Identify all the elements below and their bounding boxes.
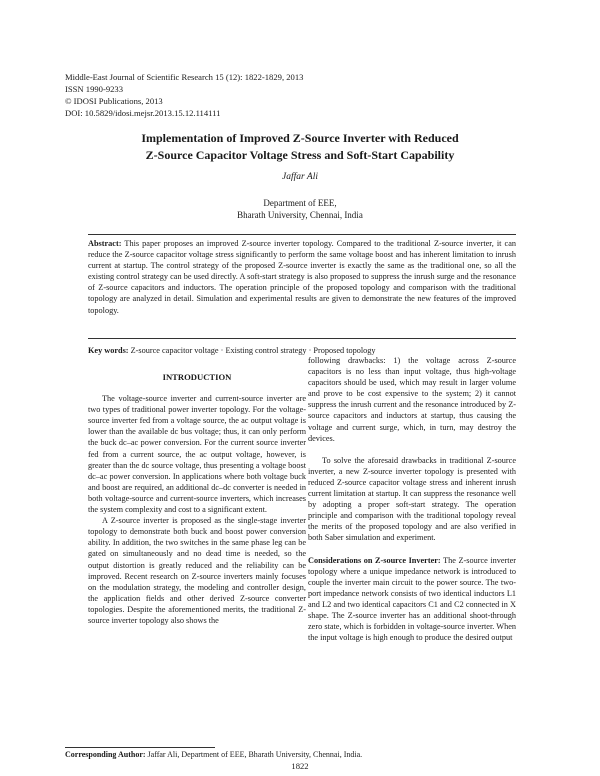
considerations-paragraph bbox=[308, 555, 516, 644]
abstract bbox=[88, 238, 516, 316]
right-column bbox=[308, 355, 516, 643]
keywords-label: Key words: bbox=[88, 346, 129, 355]
title-line-1: Implementation of Improved Z-Source Inverter with Reduced bbox=[141, 131, 459, 145]
intro-paragraph-1: The voltage-source inverter and current-source inverter are two types of traditional power inverter topology. For the voltage-source inverter fed from a voltage source, the ac output voltage is lower than the available dc bus voltage; thus, it can only perform the buck dc–ac power conversion. For the current source inverter fed from a current source, the ac output voltage, however, is greater than the dc source voltage, thus presenting a voltage boost dc–ac power conversion. In applications where both voltage buck and boost are required, an additional dc–dc converter is needed in both voltage-source and current-source inverters, which increases the system complexity and cost to a significant extent. bbox=[88, 394, 306, 515]
abstract-top-rule bbox=[88, 234, 516, 235]
considerations-text: The Z-source inverter topology where a unique impedance network is introduced to couple the inverter main circuit to the power source. The two-port impedance network consists of two identical inductors L1 and L2 and two identical capacitors C1 and C2 connected in X shape. The Z-source inverter has an additional shoot-through zero state, which is forbidden in voltage-source inverter. When the input voltage is high enough to produce the desired output bbox=[308, 555, 516, 643]
title-line-2: Z-Source Capacitor Voltage Stress and Soft-Start Capability bbox=[145, 148, 455, 162]
corresponding-author-label: Corresponding Author: bbox=[65, 750, 146, 759]
keywords bbox=[88, 346, 516, 355]
author-name: Jaffar Ali bbox=[282, 172, 318, 182]
affiliation-university: Bharath University, Chennai, India bbox=[237, 210, 363, 220]
corresponding-author bbox=[65, 750, 362, 759]
paper-title bbox=[60, 130, 540, 164]
intro-paragraph-2: A Z-source inverter is proposed as the single-stage inverter topology to demonstrate both buck and boost power conversion ability. In addition, the two switches in the same phase leg can be gated on simultaneously and no dead time is needed, so the output distortion is greatly reduced and the reliability can be improved. Recent research on Z-source inverters mainly focuses on the modulation strategy, the modeling and controller design, the application fields and other derived Z-source converter topologies. Despite the aforementioned merits, the traditional Z-source inverter topology also shows the bbox=[88, 516, 306, 625]
corresponding-author-text: Jaffar Ali, Department of EEE, Bharath University, Chennai, India. bbox=[147, 750, 363, 759]
journal-issn: ISSN 1990-9233 bbox=[65, 84, 124, 94]
intro-paragraph-4: To solve the aforesaid drawbacks in traditional Z-source inverter, a new Z-source inverter topology is presented with reduced Z-source capacitor voltage stress and inherent inrush current limitation at startup. It can suppress the resonance well by adopting a proper soft-start strategy. The operation principle and comparison with the traditional topology reveal the merits of the proposed topology and are also verified in both Saber simulation and experiment. bbox=[308, 455, 516, 543]
left-column bbox=[88, 372, 306, 626]
affiliation-department: Department of EEE, bbox=[263, 198, 337, 208]
footnote-rule bbox=[65, 747, 215, 748]
journal-doi: DOI: 10.5829/idosi.mejsr.2013.15.12.114111 bbox=[65, 108, 221, 118]
journal-copyright: © IDOSI Publications, 2013 bbox=[65, 96, 163, 106]
considerations-heading: Considerations on Z-source Inverter: bbox=[308, 555, 441, 565]
intro-paragraph-3: following drawbacks: 1) the voltage across Z-source capacitors is no less than input voltage, thus high-voltage capacitors should be used, which may result in larger volume and prove to be cost expensive to the system; 2) it cannot suppress the inrush current and the resonance introduced by Z-source capacitors and inductors at startup, thus causing the voltage and current surge, which, in turn, may destroy the devices. bbox=[308, 356, 516, 443]
journal-header bbox=[65, 71, 303, 119]
author-affiliation bbox=[0, 197, 600, 221]
abstract-label: Abstract: bbox=[88, 239, 122, 248]
abstract-text: This paper proposes an improved Z-source inverter topology. Compared to the traditional Z-source inverter, it can reduce the Z-source capacitor voltage stress significantly to perform the same voltage boost and has inherent limitation to inrush current at startup. The control strategy of the proposed Z-source inverter is exactly the same as the traditional one, so all the existing control strategy can be used directly. A soft-start strategy is also proposed to suppress the inrush surge and the resonance of Z-source capacitors and inductors. The operation principle of the proposed topology and comparison with the traditional topology are analyzed in detail. Simulation and experimental results are given to demonstrate the new features of the improved topology. bbox=[88, 239, 516, 315]
section-heading-introduction: INTRODUCTION bbox=[162, 372, 232, 382]
page-number: 1822 bbox=[291, 761, 309, 771]
abstract-bottom-rule bbox=[88, 338, 516, 339]
journal-citation: Middle-East Journal of Scientific Research 15 (12): 1822-1829, 2013 bbox=[65, 72, 304, 82]
keywords-text: Z-source capacitor voltage · Existing control strategy · Proposed topology bbox=[130, 346, 376, 355]
